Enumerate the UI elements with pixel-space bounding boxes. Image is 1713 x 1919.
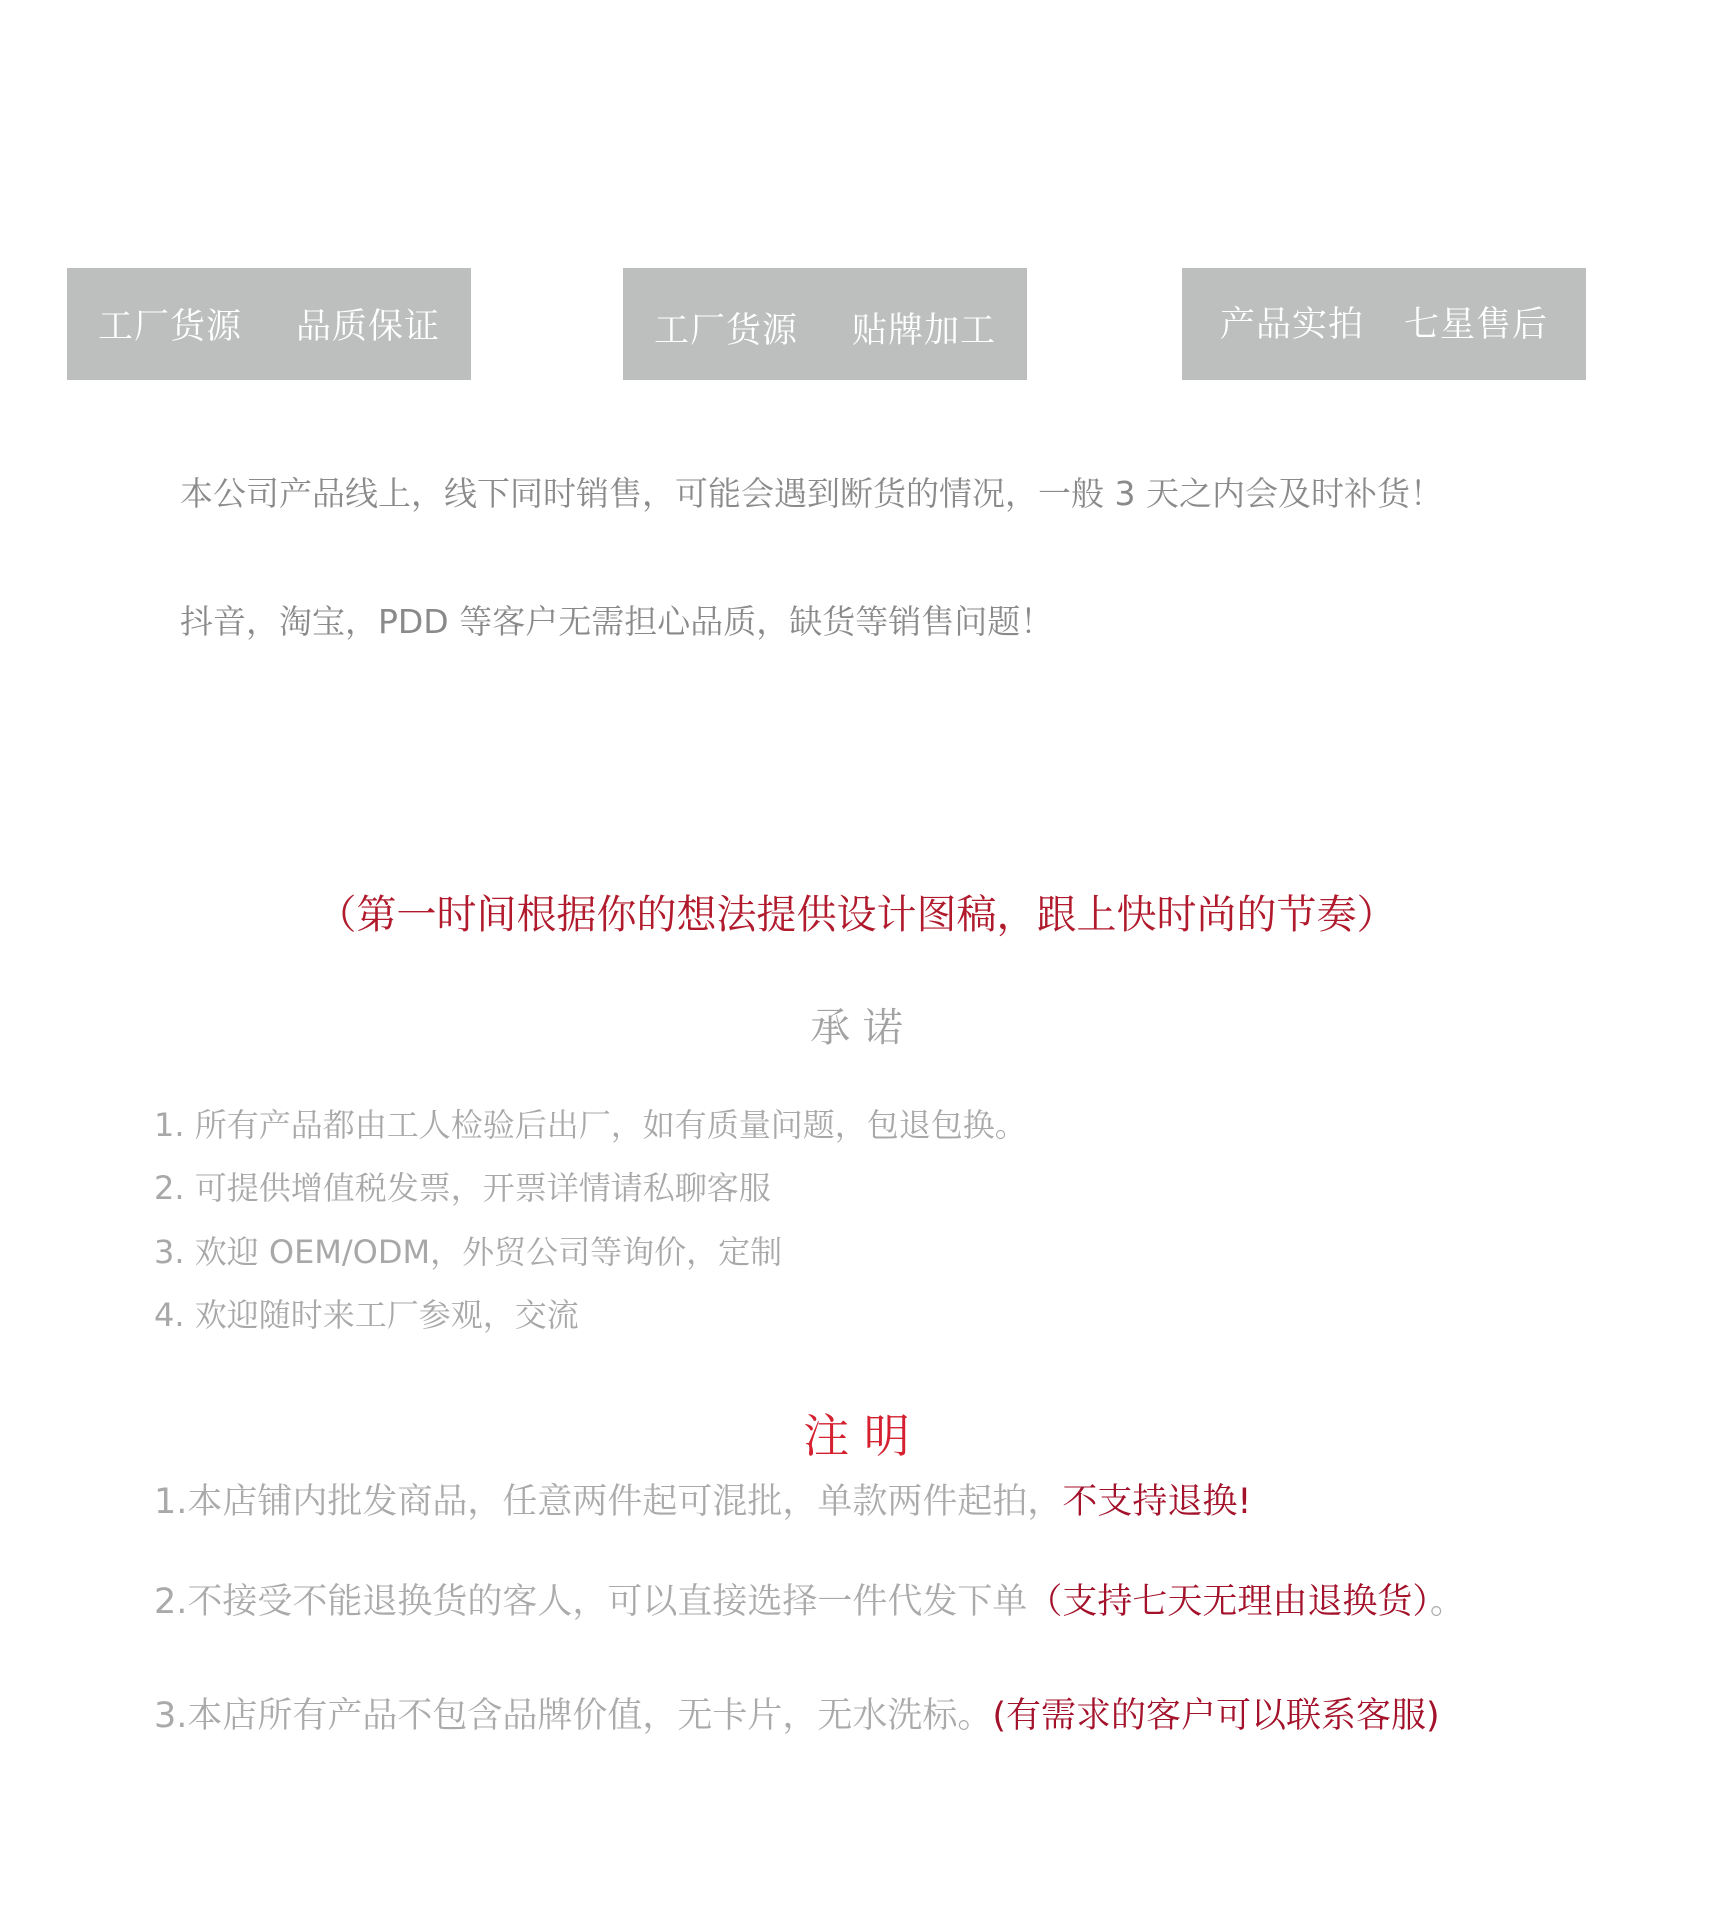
notice-highlight: 不支持退换! [1062, 1482, 1252, 1522]
badge-photo-aftersales [1182, 268, 1586, 380]
design-slogan: （第一时间根据你的想法提供设计图稿，跟上快时尚的节奏） [316, 892, 1397, 938]
intro-restock-line: 本公司产品线上，线下同时销售，可能会遇到断货的情况，一般 3 天之内会及时补货！ [180, 474, 1443, 513]
promise-title: 承 诺 [810, 1005, 903, 1051]
intro-platform-line: 抖音，淘宝，PDD 等客户无需担心品质，缺货等销售问题！ [180, 602, 1054, 641]
badge-factory-oem [623, 268, 1027, 380]
promise-item: 2. 可提供增值税发票，开票详情请私聊客服 [154, 1169, 771, 1207]
promise-item: 1. 所有产品都由工人检验后出厂，如有质量问题，包退包换。 [154, 1106, 1027, 1144]
badge-text: 产品实拍 七星售后 [1219, 305, 1549, 345]
notice-item: 1.本店铺内批发商品，任意两件起可混批，单款两件起拍，不支持退换! [154, 1482, 1252, 1522]
promise-item: 3. 欢迎 OEM/ODM，外贸公司等询价，定制 [154, 1233, 783, 1271]
badge-text: 工厂货源 贴牌加工 [653, 311, 997, 351]
promise-item: 4. 欢迎随时来工厂参观，交流 [154, 1296, 579, 1334]
badge-text: 工厂货源 品质保证 [97, 307, 441, 347]
notice-item: 3.本店所有产品不包含品牌价值，无卡片，无水洗标。(有需求的客户可以联系客服) [154, 1696, 1440, 1736]
notice-title: 注 明 [803, 1409, 910, 1463]
badge-factory-quality [67, 268, 471, 380]
notice-highlight: (有需求的客户可以联系客服) [992, 1696, 1440, 1736]
notice-item: 2.不接受不能退换货的客人，可以直接选择一件代发下单（支持七天无理由退换货）。 [154, 1582, 1465, 1622]
notice-highlight: （支持七天无理由退换货） [1027, 1582, 1430, 1622]
